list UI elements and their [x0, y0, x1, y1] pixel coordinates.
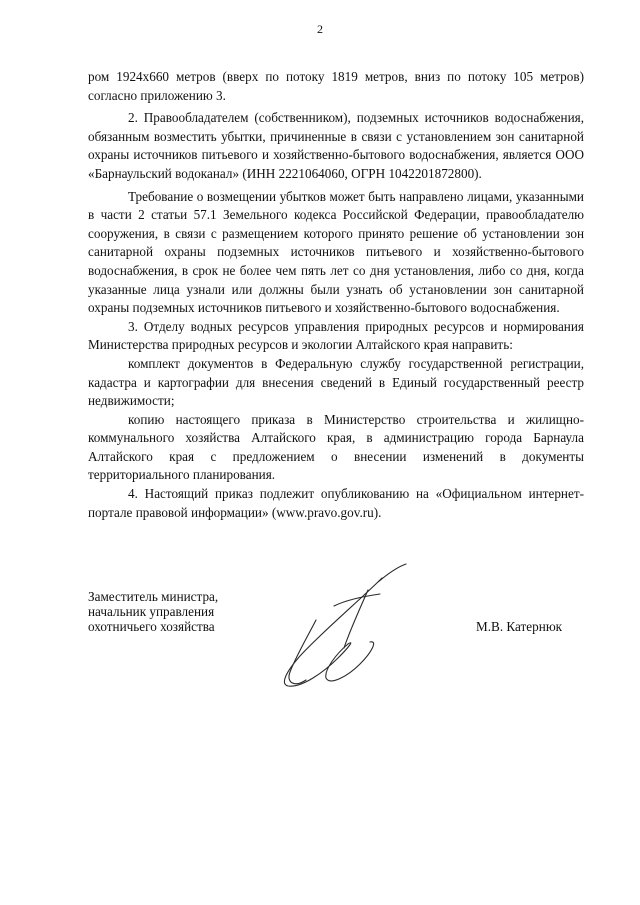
paragraph-item-2: 2. Правообладателем (собственником), подземных источников водоснабжения, обязанным возместить убытки, причиненные в связи с установлением зон санитарной охраны источников питьевого и хозяйственно-бытового водоснабжения, является ООО «Барнаульский водоканал» (ИНН 2221064060, ОГРН 1042201872800). — [88, 110, 584, 181]
paragraph-item-4: 4. Настоящий приказ подлежит опубликованию на «Официальном интернет-портале правовой информации» (www.pravo.gov.ru). — [88, 486, 584, 520]
signatory-name: М.В. Катернюк — [476, 619, 563, 634]
handwritten-signature — [250, 560, 450, 700]
signatory-title-line: охотничьего хозяйства — [88, 619, 215, 634]
paragraph-item-3-ministry: копию настоящего приказа в Министерство строительства и жилищно-коммунального хозяйства Алтайского края, в администрацию города Барнаула Алтайского края с предложением о внесении изменений в документы территориального планирования. — [88, 411, 584, 483]
document-body — [88, 68, 584, 522]
signatory-title-line: начальник управления — [88, 604, 215, 619]
paragraph-continuation: ром 1924х660 метров (вверх по потоку 1819 метров, вниз по потоку 105 метров) согласно приложению 3. — [88, 69, 584, 103]
page-number: 2 — [317, 22, 323, 36]
paragraph-item-3: 3. Отделу водных ресурсов управления природных ресурсов и нормирования Министерства природных ресурсов и экологии Алтайского края направить: — [88, 318, 584, 353]
signatory-title — [88, 589, 218, 634]
paragraph-compensation-claim: Требование о возмещении убытков может быть направлено лицами, указанными в части 2 статьи 57.1 Земельного кодекса Российской Федерации, правообладателю сооружения, в связи с размещением которого принято решение об установлении зон санитарной охраны подземных источников питьевого и хозяйственно-бытового водоснабжения, в срок не более чем пять лет со дня установления, либо со дня, когда указанные лица узнали или должны были узнать об установлении зон санитарной охраны подземных источников питьевого и хозяйственно-бытового водоснабжения. — [88, 188, 584, 316]
paragraph-item-3-registration: комплект документов в Федеральную службу государственной регистрации, кадастра и картографии для внесения сведений в Единый государственный реестр недвижимости; — [88, 355, 584, 409]
signatory-title-line: Заместитель министра, — [88, 589, 219, 604]
